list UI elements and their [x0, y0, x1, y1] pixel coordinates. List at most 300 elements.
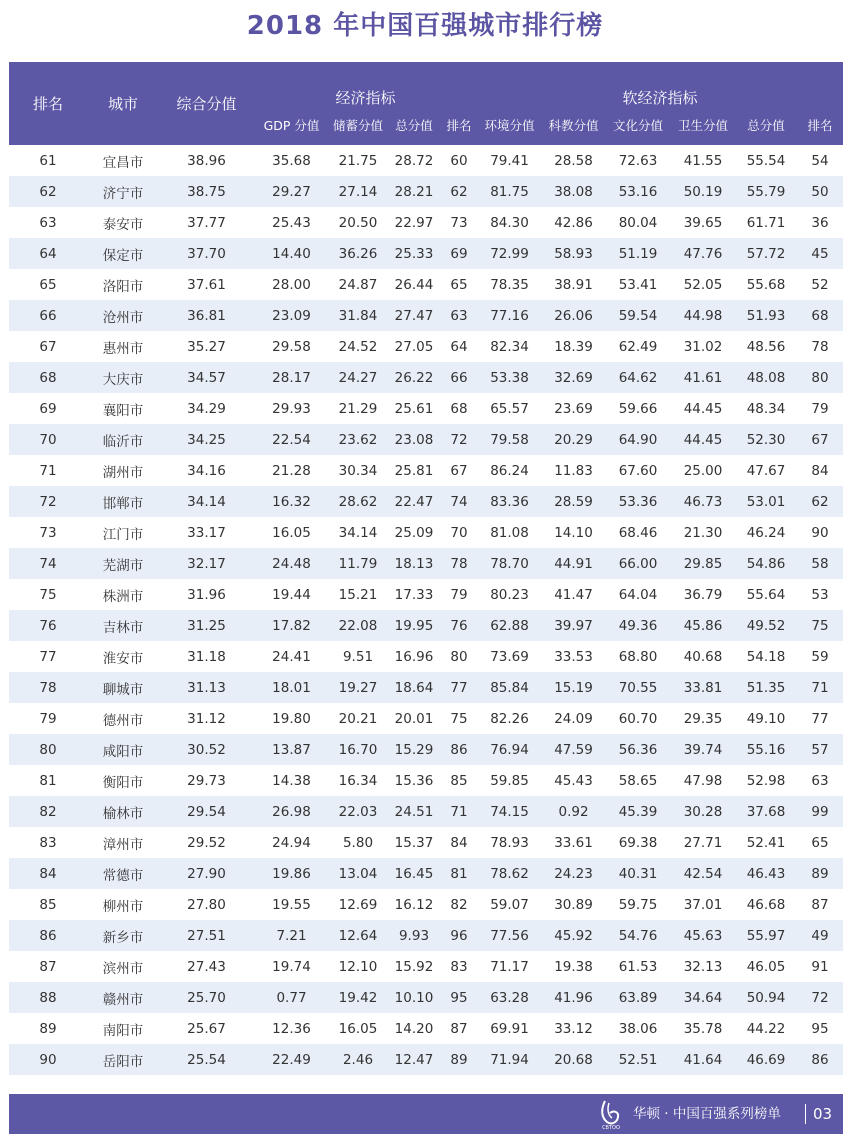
cell-savings-score: 22.08: [329, 610, 387, 641]
cell-rank: 90: [9, 1044, 87, 1075]
cell-health-score: 47.98: [671, 765, 735, 796]
cell-score: 31.96: [159, 579, 254, 610]
cell-culture-score: 53.16: [605, 176, 671, 207]
cell-soft-rank: 45: [797, 238, 843, 269]
cell-health-score: 31.02: [671, 331, 735, 362]
cell-rank: 71: [9, 455, 87, 486]
cell-health-score: 44.98: [671, 300, 735, 331]
cell-city: 衡阳市: [87, 765, 159, 796]
cell-score: 29.54: [159, 796, 254, 827]
cell-economic-rank: 75: [441, 703, 477, 734]
cell-gdp-score: 29.58: [254, 331, 329, 362]
cell-soft-rank: 84: [797, 455, 843, 486]
cell-rank: 69: [9, 393, 87, 424]
cell-city: 榆林市: [87, 796, 159, 827]
cell-savings-score: 34.14: [329, 517, 387, 548]
cell-soft-rank: 58: [797, 548, 843, 579]
cell-rank: 81: [9, 765, 87, 796]
cell-soft-total: 46.24: [735, 517, 797, 548]
cell-education-score: 14.10: [542, 517, 605, 548]
cell-health-score: 52.05: [671, 269, 735, 300]
cell-soft-rank: 89: [797, 858, 843, 889]
cell-culture-score: 49.36: [605, 610, 671, 641]
cell-environment-score: 83.36: [477, 486, 542, 517]
cell-soft-rank: 90: [797, 517, 843, 548]
table-row: [9, 641, 843, 672]
header-city: 城市: [87, 62, 159, 145]
table-row: [9, 765, 843, 796]
cell-rank: 72: [9, 486, 87, 517]
cell-economic-total: 22.97: [387, 207, 441, 238]
cell-gdp-score: 0.77: [254, 982, 329, 1013]
cell-savings-score: 24.87: [329, 269, 387, 300]
cell-score: 27.43: [159, 951, 254, 982]
cell-health-score: 29.85: [671, 548, 735, 579]
cell-gdp-score: 7.21: [254, 920, 329, 951]
cell-economic-total: 23.08: [387, 424, 441, 455]
cell-city: 惠州市: [87, 331, 159, 362]
cell-soft-rank: 68: [797, 300, 843, 331]
cell-health-score: 32.13: [671, 951, 735, 982]
cell-savings-score: 16.34: [329, 765, 387, 796]
cell-score: 27.51: [159, 920, 254, 951]
cell-education-score: 11.83: [542, 455, 605, 486]
cell-education-score: 28.58: [542, 145, 605, 176]
cell-soft-rank: 59: [797, 641, 843, 672]
cell-soft-total: 50.94: [735, 982, 797, 1013]
cell-economic-total: 16.12: [387, 889, 441, 920]
cell-economic-total: 12.47: [387, 1044, 441, 1075]
cell-economic-rank: 69: [441, 238, 477, 269]
cell-culture-score: 68.80: [605, 641, 671, 672]
cell-score: 33.17: [159, 517, 254, 548]
cell-economic-rank: 60: [441, 145, 477, 176]
cell-environment-score: 69.91: [477, 1013, 542, 1044]
cell-education-score: 20.29: [542, 424, 605, 455]
cell-economic-rank: 65: [441, 269, 477, 300]
cell-savings-score: 9.51: [329, 641, 387, 672]
cell-soft-total: 47.67: [735, 455, 797, 486]
cell-city: 赣州市: [87, 982, 159, 1013]
cell-gdp-score: 29.93: [254, 393, 329, 424]
cell-economic-total: 28.21: [387, 176, 441, 207]
cell-rank: 86: [9, 920, 87, 951]
cell-economic-rank: 96: [441, 920, 477, 951]
table-row: [9, 610, 843, 641]
cell-economic-total: 16.45: [387, 858, 441, 889]
cell-education-score: 41.96: [542, 982, 605, 1013]
table-row: [9, 424, 843, 455]
cell-soft-total: 53.01: [735, 486, 797, 517]
cell-city: 临沂市: [87, 424, 159, 455]
cell-city: 保定市: [87, 238, 159, 269]
cell-culture-score: 70.55: [605, 672, 671, 703]
cell-city: 吉林市: [87, 610, 159, 641]
table-row: [9, 176, 843, 207]
cell-savings-score: 22.03: [329, 796, 387, 827]
cell-soft-rank: 80: [797, 362, 843, 393]
cell-environment-score: 79.58: [477, 424, 542, 455]
cell-rank: 63: [9, 207, 87, 238]
cell-economic-total: 28.72: [387, 145, 441, 176]
cell-rank: 82: [9, 796, 87, 827]
cell-education-score: 20.68: [542, 1044, 605, 1075]
cell-city: 襄阳市: [87, 393, 159, 424]
table-body: [9, 145, 843, 1075]
cell-economic-total: 10.10: [387, 982, 441, 1013]
footer-bar: [9, 1094, 843, 1134]
cell-savings-score: 13.04: [329, 858, 387, 889]
cell-economic-total: 9.93: [387, 920, 441, 951]
cell-gdp-score: 19.86: [254, 858, 329, 889]
cell-economic-rank: 84: [441, 827, 477, 858]
cell-soft-rank: 54: [797, 145, 843, 176]
cell-rank: 80: [9, 734, 87, 765]
cell-culture-score: 61.53: [605, 951, 671, 982]
cell-gdp-score: 35.68: [254, 145, 329, 176]
table-row: [9, 920, 843, 951]
cell-score: 27.90: [159, 858, 254, 889]
cell-city: 南阳市: [87, 1013, 159, 1044]
ranking-table: [9, 62, 843, 1075]
cell-economic-rank: 64: [441, 331, 477, 362]
header-education-score: 科教分值: [542, 112, 605, 145]
cell-education-score: 41.47: [542, 579, 605, 610]
cell-soft-rank: 65: [797, 827, 843, 858]
cell-economic-total: 25.61: [387, 393, 441, 424]
cell-economic-total: 27.47: [387, 300, 441, 331]
cell-savings-score: 11.79: [329, 548, 387, 579]
cell-education-score: 38.91: [542, 269, 605, 300]
cell-savings-score: 12.64: [329, 920, 387, 951]
cell-rank: 70: [9, 424, 87, 455]
cell-environment-score: 80.23: [477, 579, 542, 610]
cell-gdp-score: 25.43: [254, 207, 329, 238]
table-row: [9, 889, 843, 920]
cell-rank: 75: [9, 579, 87, 610]
cell-soft-rank: 36: [797, 207, 843, 238]
table-row: [9, 455, 843, 486]
cell-economic-rank: 63: [441, 300, 477, 331]
cell-environment-score: 84.30: [477, 207, 542, 238]
cell-soft-rank: 91: [797, 951, 843, 982]
cell-culture-score: 66.00: [605, 548, 671, 579]
cell-soft-total: 46.43: [735, 858, 797, 889]
cell-culture-score: 60.70: [605, 703, 671, 734]
cell-environment-score: 86.24: [477, 455, 542, 486]
cell-city: 滨州市: [87, 951, 159, 982]
cell-gdp-score: 12.36: [254, 1013, 329, 1044]
cell-environment-score: 59.85: [477, 765, 542, 796]
cell-culture-score: 40.31: [605, 858, 671, 889]
cell-savings-score: 12.10: [329, 951, 387, 982]
cell-city: 德州市: [87, 703, 159, 734]
cell-environment-score: 85.84: [477, 672, 542, 703]
cell-soft-rank: 75: [797, 610, 843, 641]
cell-environment-score: 76.94: [477, 734, 542, 765]
cell-soft-total: 48.08: [735, 362, 797, 393]
cell-soft-total: 55.16: [735, 734, 797, 765]
cell-soft-total: 55.79: [735, 176, 797, 207]
cell-economic-total: 26.44: [387, 269, 441, 300]
cell-savings-score: 24.27: [329, 362, 387, 393]
cell-city: 柳州市: [87, 889, 159, 920]
cell-rank: 89: [9, 1013, 87, 1044]
cell-education-score: 18.39: [542, 331, 605, 362]
cell-score: 34.14: [159, 486, 254, 517]
cell-environment-score: 74.15: [477, 796, 542, 827]
cell-education-score: 15.19: [542, 672, 605, 703]
cell-soft-rank: 77: [797, 703, 843, 734]
cell-soft-total: 46.69: [735, 1044, 797, 1075]
cell-score: 25.54: [159, 1044, 254, 1075]
cell-city: 芜湖市: [87, 548, 159, 579]
cell-economic-rank: 82: [441, 889, 477, 920]
cell-rank: 79: [9, 703, 87, 734]
cell-economic-total: 17.33: [387, 579, 441, 610]
cell-health-score: 50.19: [671, 176, 735, 207]
table-row: [9, 517, 843, 548]
cell-culture-score: 59.54: [605, 300, 671, 331]
cell-city: 新乡市: [87, 920, 159, 951]
cell-environment-score: 63.28: [477, 982, 542, 1013]
cell-economic-total: 18.64: [387, 672, 441, 703]
table-row: [9, 207, 843, 238]
cell-savings-score: 30.34: [329, 455, 387, 486]
table-row: [9, 858, 843, 889]
table-row: [9, 145, 843, 176]
cell-soft-rank: 78: [797, 331, 843, 362]
cell-city: 湖州市: [87, 455, 159, 486]
cell-health-score: 44.45: [671, 393, 735, 424]
cell-gdp-score: 26.98: [254, 796, 329, 827]
cell-environment-score: 65.57: [477, 393, 542, 424]
cell-culture-score: 51.19: [605, 238, 671, 269]
table-row: [9, 1013, 843, 1044]
table-header: [9, 62, 843, 145]
cell-soft-rank: 87: [797, 889, 843, 920]
cell-education-score: 26.06: [542, 300, 605, 331]
cell-gdp-score: 23.09: [254, 300, 329, 331]
cell-culture-score: 69.38: [605, 827, 671, 858]
cell-economic-total: 25.09: [387, 517, 441, 548]
cell-gdp-score: 24.94: [254, 827, 329, 858]
cell-health-score: 36.79: [671, 579, 735, 610]
cell-environment-score: 78.62: [477, 858, 542, 889]
cell-soft-total: 46.05: [735, 951, 797, 982]
logo-text: CBTOO: [602, 1125, 620, 1131]
header-culture-score: 文化分值: [605, 112, 671, 145]
cell-gdp-score: 24.48: [254, 548, 329, 579]
table-row: [9, 672, 843, 703]
cell-soft-rank: 53: [797, 579, 843, 610]
header-environment-score: 环境分值: [477, 112, 542, 145]
cell-gdp-score: 24.41: [254, 641, 329, 672]
header-soft-group: 软经济指标: [477, 62, 843, 112]
cell-environment-score: 81.08: [477, 517, 542, 548]
table-row: [9, 734, 843, 765]
cell-culture-score: 58.65: [605, 765, 671, 796]
cell-gdp-score: 17.82: [254, 610, 329, 641]
cell-economic-rank: 86: [441, 734, 477, 765]
cell-savings-score: 12.69: [329, 889, 387, 920]
cell-gdp-score: 22.49: [254, 1044, 329, 1075]
cell-culture-score: 72.63: [605, 145, 671, 176]
cell-soft-total: 55.54: [735, 145, 797, 176]
table-row: [9, 362, 843, 393]
cell-savings-score: 21.75: [329, 145, 387, 176]
cell-soft-rank: 52: [797, 269, 843, 300]
cell-soft-total: 52.30: [735, 424, 797, 455]
cell-culture-score: 59.75: [605, 889, 671, 920]
cell-rank: 62: [9, 176, 87, 207]
cell-economic-total: 25.81: [387, 455, 441, 486]
cell-savings-score: 31.84: [329, 300, 387, 331]
cell-health-score: 41.55: [671, 145, 735, 176]
cell-rank: 83: [9, 827, 87, 858]
cell-gdp-score: 28.17: [254, 362, 329, 393]
cell-soft-rank: 79: [797, 393, 843, 424]
cell-city: 泰安市: [87, 207, 159, 238]
cell-culture-score: 53.41: [605, 269, 671, 300]
cell-environment-score: 78.70: [477, 548, 542, 579]
cell-economic-total: 14.20: [387, 1013, 441, 1044]
cell-score: 37.61: [159, 269, 254, 300]
table-row: [9, 982, 843, 1013]
cell-environment-score: 71.17: [477, 951, 542, 982]
cell-soft-total: 49.10: [735, 703, 797, 734]
cell-rank: 64: [9, 238, 87, 269]
cell-rank: 78: [9, 672, 87, 703]
cell-savings-score: 36.26: [329, 238, 387, 269]
table-row: [9, 548, 843, 579]
cell-soft-total: 54.18: [735, 641, 797, 672]
cell-education-score: 33.61: [542, 827, 605, 858]
cell-soft-total: 55.68: [735, 269, 797, 300]
cell-environment-score: 59.07: [477, 889, 542, 920]
cell-education-score: 47.59: [542, 734, 605, 765]
cell-economic-rank: 62: [441, 176, 477, 207]
table-row: [9, 579, 843, 610]
cell-soft-rank: 86: [797, 1044, 843, 1075]
header-soft-rank: 排名: [797, 112, 843, 145]
cell-education-score: 38.08: [542, 176, 605, 207]
cell-environment-score: 78.93: [477, 827, 542, 858]
cell-rank: 73: [9, 517, 87, 548]
cell-rank: 87: [9, 951, 87, 982]
cell-environment-score: 77.16: [477, 300, 542, 331]
cell-soft-total: 46.68: [735, 889, 797, 920]
cell-economic-total: 19.95: [387, 610, 441, 641]
cell-score: 34.57: [159, 362, 254, 393]
cell-environment-score: 72.99: [477, 238, 542, 269]
cell-city: 沧州市: [87, 300, 159, 331]
cell-gdp-score: 19.80: [254, 703, 329, 734]
cell-education-score: 0.92: [542, 796, 605, 827]
cell-gdp-score: 18.01: [254, 672, 329, 703]
header-score: 综合分值: [159, 62, 254, 145]
cell-city: 邯郸市: [87, 486, 159, 517]
cell-health-score: 29.35: [671, 703, 735, 734]
header-economic-rank: 排名: [441, 112, 477, 145]
cell-gdp-score: 14.40: [254, 238, 329, 269]
header-savings-score: 储蓄分值: [329, 112, 387, 145]
table-row: [9, 393, 843, 424]
cell-score: 31.18: [159, 641, 254, 672]
cell-economic-rank: 77: [441, 672, 477, 703]
cell-education-score: 19.38: [542, 951, 605, 982]
cell-savings-score: 24.52: [329, 331, 387, 362]
cell-economic-rank: 68: [441, 393, 477, 424]
cell-education-score: 45.43: [542, 765, 605, 796]
cell-education-score: 24.09: [542, 703, 605, 734]
cell-economic-total: 15.36: [387, 765, 441, 796]
cell-soft-total: 48.56: [735, 331, 797, 362]
cell-city: 常德市: [87, 858, 159, 889]
cell-score: 35.27: [159, 331, 254, 362]
cell-score: 34.29: [159, 393, 254, 424]
cell-savings-score: 2.46: [329, 1044, 387, 1075]
cell-score: 32.17: [159, 548, 254, 579]
cell-gdp-score: 22.54: [254, 424, 329, 455]
cell-economic-rank: 72: [441, 424, 477, 455]
footer-brand: 华顿 · 中国百强系列榜单: [633, 1106, 781, 1122]
cell-health-score: 42.54: [671, 858, 735, 889]
cell-score: 38.96: [159, 145, 254, 176]
cell-environment-score: 77.56: [477, 920, 542, 951]
cell-economic-total: 24.51: [387, 796, 441, 827]
cell-economic-total: 16.96: [387, 641, 441, 672]
cell-soft-rank: 63: [797, 765, 843, 796]
cell-savings-score: 27.14: [329, 176, 387, 207]
cell-savings-score: 16.70: [329, 734, 387, 765]
cell-soft-total: 44.22: [735, 1013, 797, 1044]
cell-soft-total: 48.34: [735, 393, 797, 424]
cell-economic-rank: 70: [441, 517, 477, 548]
cell-gdp-score: 28.00: [254, 269, 329, 300]
cell-environment-score: 53.38: [477, 362, 542, 393]
cell-economic-rank: 67: [441, 455, 477, 486]
cell-economic-total: 15.29: [387, 734, 441, 765]
cell-health-score: 41.64: [671, 1044, 735, 1075]
cell-economic-rank: 87: [441, 1013, 477, 1044]
cell-city: 洛阳市: [87, 269, 159, 300]
cell-rank: 85: [9, 889, 87, 920]
cell-culture-score: 64.62: [605, 362, 671, 393]
cell-environment-score: 78.35: [477, 269, 542, 300]
cell-savings-score: 20.50: [329, 207, 387, 238]
cell-education-score: 58.93: [542, 238, 605, 269]
cell-economic-total: 15.92: [387, 951, 441, 982]
page-title: 2018 年中国百强城市排行榜: [246, 11, 604, 41]
cell-health-score: 30.28: [671, 796, 735, 827]
cell-health-score: 46.73: [671, 486, 735, 517]
cell-economic-rank: 81: [441, 858, 477, 889]
cell-environment-score: 73.69: [477, 641, 542, 672]
cell-culture-score: 68.46: [605, 517, 671, 548]
cell-city: 宜昌市: [87, 145, 159, 176]
cell-environment-score: 81.75: [477, 176, 542, 207]
cell-soft-total: 55.64: [735, 579, 797, 610]
cell-health-score: 37.01: [671, 889, 735, 920]
cell-soft-rank: 71: [797, 672, 843, 703]
cell-score: 38.75: [159, 176, 254, 207]
cell-education-score: 42.86: [542, 207, 605, 238]
cell-culture-score: 56.36: [605, 734, 671, 765]
cell-economic-total: 26.22: [387, 362, 441, 393]
cell-city: 济宁市: [87, 176, 159, 207]
cell-economic-total: 15.37: [387, 827, 441, 858]
